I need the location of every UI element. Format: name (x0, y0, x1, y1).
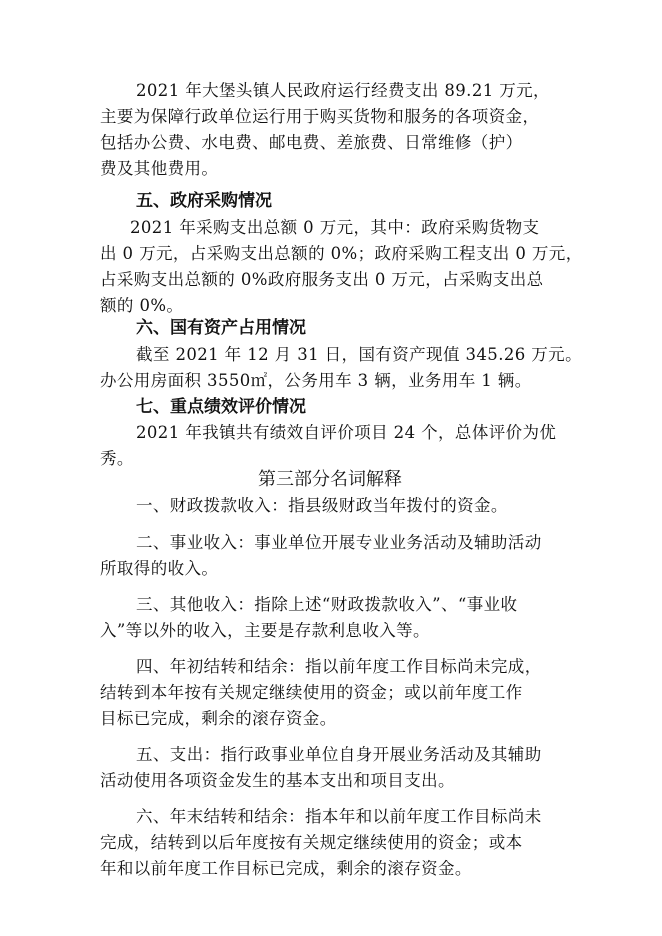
assets-line-1: 截至 2021 年 12 月 31 日，国有资产现值 345.26 万元。 (136, 345, 582, 364)
procurement-line-3: 占采购支出总额的 0%政府服务支出 0 万元，占采购支出总 (100, 270, 544, 289)
glossary-title: 第三部分名词解释 (258, 469, 402, 490)
glossary-term-6-line-1: 六、年末结转和结余：指本年和以前年度工作目标尚未 (136, 807, 542, 826)
evaluation-line-1: 2021 年我镇共有绩效自评价项目 24 个，总体评价为优 (136, 423, 557, 442)
glossary-term-2-line-2: 所取得的收入。 (100, 559, 219, 578)
budget-line-3: 包括办公费、水电费、邮电费、差旅费、日常维修（护） (100, 133, 523, 152)
budget-line-2: 主要为保障行政单位运行用于购买货物和服务的各项资金， (100, 107, 540, 126)
glossary-term-4-line-3: 目标已完成，剩余的滚存资金。 (100, 709, 337, 728)
glossary-term-5-line-2: 活动使用各项资金发生的基本支出和项目支出。 (100, 771, 455, 790)
glossary-term-6-line-2: 完成，结转到以后年度按有关规定继续使用的资金；或本 (100, 833, 523, 852)
budget-line-4: 费及其他费用。 (100, 159, 219, 178)
glossary-term-3-line-2: 入”等以外的收入，主要是存款利息收入等。 (100, 621, 430, 640)
assets-heading: 六、国有资产占用情况 (136, 318, 306, 338)
assets-line-2: 办公用房面积 3550㎡，公务用车 3 辆，业务用车 1 辆。 (100, 371, 532, 390)
procurement-line-1: 2021 年采购支出总额 0 万元，其中：政府采购货物支 (130, 218, 540, 237)
glossary-term-6-line-3: 年和以前年度工作目标已完成，剩余的滚存资金。 (100, 859, 472, 878)
evaluation-heading: 七、重点绩效评价情况 (136, 397, 306, 417)
glossary-term-1-line-1: 一、财政拨款收入：指县级财政当年拨付的资金。 (136, 496, 508, 515)
procurement-line-2: 出 0 万元，占采购支出总额的 0%；政府采购工程支出 0 万元， (100, 244, 583, 263)
glossary-term-4-line-1: 四、年初结转和结余：指以前年度工作目标尚未完成， (136, 657, 542, 676)
procurement-heading: 五、政府采购情况 (136, 191, 272, 211)
procurement-line-4: 额的 0%。 (100, 296, 184, 315)
glossary-term-5-line-1: 五、支出：指行政事业单位自身开展业务活动及其辅助 (136, 745, 542, 764)
glossary-term-3-line-1: 三、其他收入：指除上述“财政拨款收入”、“事业收 (136, 595, 518, 614)
glossary-term-4-line-2: 结转到本年按有关规定继续使用的资金；或以前年度工作 (100, 683, 523, 702)
evaluation-line-2: 秀。 (100, 449, 134, 468)
glossary-term-2-line-1: 二、事业收入：事业单位开展专业业务活动及辅助活动 (136, 533, 542, 552)
budget-line-1: 2021 年大堡头镇人民政府运行经费支出 89.21 万元， (136, 81, 550, 100)
